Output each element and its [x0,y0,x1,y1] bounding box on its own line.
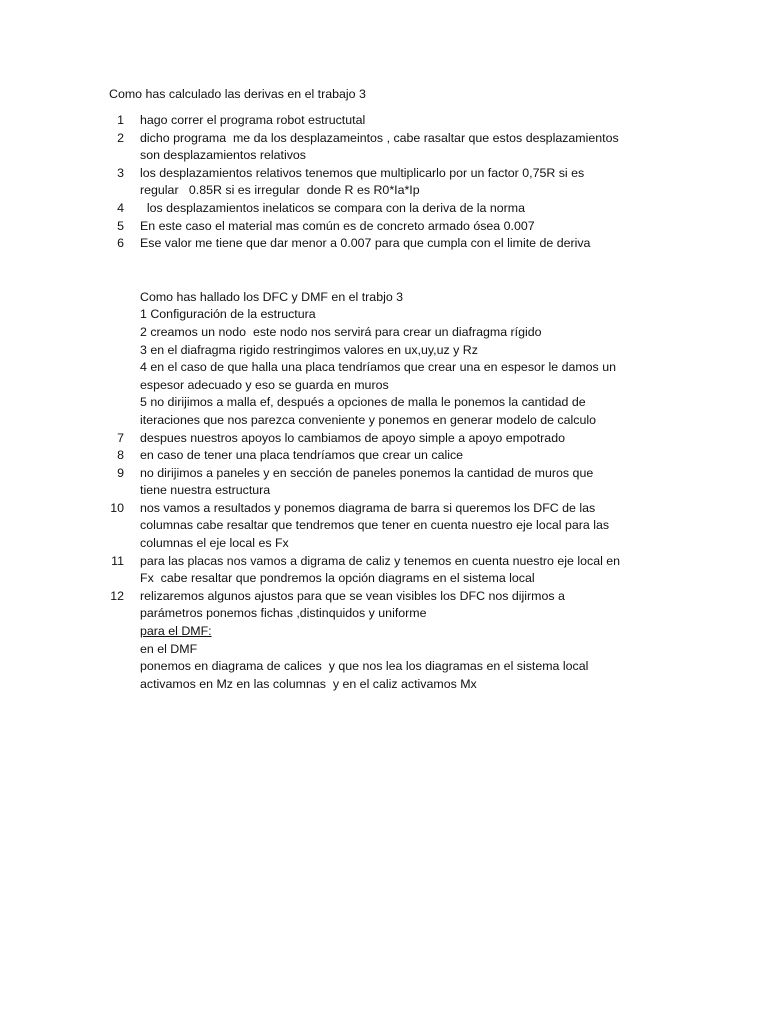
dmf-lines [0,641,768,694]
item-number [0,377,140,395]
list-item-line [0,289,768,307]
item-number [0,570,140,588]
item-text: 1 Configuración de la estructura [140,307,316,322]
item-number [0,306,140,324]
derivas-steps-list [0,112,768,253]
item-number [0,605,140,623]
item-text: Ese valor me tiene que dar menor a 0.007 para que cumpla con el limite de deriva [140,236,591,251]
item-number [0,182,140,200]
item-number [0,412,140,430]
item-text: espesor adecuado y eso se guarda en muros [140,377,389,392]
item-number: 1 [117,113,124,127]
item-text: los desplazamientos relativos tenemos que multiplicarlo por un factor 0,75R si es [140,165,585,180]
dmf-line [0,676,768,694]
item-text: son desplazamientos relativos [140,148,306,163]
item-number [0,289,140,307]
dmf-line [0,641,768,659]
list-item-line [0,165,768,183]
item-number: 11 [111,553,124,568]
dmf-heading: para el DMF: [140,624,212,639]
item-number: 9 [117,465,124,480]
item-text: columnas cabe resaltar que tendremos que tener en cuenta nuestro eje local para las [140,518,610,533]
item-text: tiene nuestra estructura [140,483,271,498]
list-item-line [0,394,768,412]
item-text: parámetros ponemos fichas ,distinquidos y uniforme [140,606,427,621]
item-number [0,535,140,553]
list-item-line [0,465,768,483]
item-number: 5 [117,218,124,233]
item-number: 6 [117,236,124,251]
list-item-line [0,377,768,395]
item-number [0,517,140,535]
item-text: hago correr el programa robot estructutal [140,113,366,127]
item-text: 2 creamos un nodo este nodo nos servirá para crear un diafragma rígido [140,324,542,339]
item-text: 5 no dirijimos a malla ef, después a opciones de malla le ponemos la cantidad de [140,395,586,410]
item-number: 2 [117,130,124,145]
item-text: iteraciones que nos parezca conveniente y ponemos en generar modelo de calculo [140,412,596,427]
list-item-line [0,130,768,148]
item-number: 3 [117,165,124,180]
item-text: los desplazamientos inelaticos se compara con la deriva de la norma [140,200,526,215]
item-number: 8 [117,448,124,463]
list-item-line [0,430,768,448]
list-item-line [0,235,768,253]
item-number [0,147,140,165]
list-item-line [0,306,768,324]
item-text: relizaremos algunos ajustos para que se vean visibles los DFC nos dijirmos a [140,588,565,603]
item-text: Como has hallado los DFC y DMF en el trabjo 3 [140,289,404,304]
list-item-line [0,182,768,200]
list-item-line [0,112,768,130]
item-number [0,394,140,412]
item-number [0,324,140,342]
item-text: en caso de tener una placa tendríamos que crear un calice [140,448,464,463]
item-text: En este caso el material mas común es de concreto armado ósea 0.007 [140,218,535,233]
item-number: 10 [110,500,124,515]
list-item-line [0,200,768,218]
item-text: Fx cabe resaltar que pondremos la opción diagrams en el sistema local [140,571,535,586]
item-number [0,342,140,360]
list-item-line [0,570,768,588]
item-text: para las placas nos vamos a digrama de caliz y tenemos en cuenta nuestro eje local en [140,553,621,568]
item-text: 3 en el diafragma rigido restringimos valores en ux,uy,uz y Rz [140,342,478,357]
dmf-line-text: ponemos en diagrama de calices y que nos lea los diagramas en el sistema local [140,659,589,674]
dmf-heading-row [0,623,768,641]
list-item-line [0,517,768,535]
list-item-line [0,553,768,571]
dfc-dmf-steps-list [0,289,768,623]
list-item-line [0,342,768,360]
item-text: despues nuestros apoyos lo cambiamos de apoyo simple a apoyo empotrado [140,430,565,445]
item-text: 4 en el caso de que halla una placa tendríamos que crear una en espesor le damos un [140,360,616,375]
list-item-line [0,605,768,623]
item-number [0,359,140,377]
document-title: Como has calculado las derivas en el trabajo 3 [109,87,366,101]
item-number: 12 [110,588,124,603]
list-item-line [0,147,768,165]
dmf-line-text: en el DMF [140,641,198,656]
item-number: 7 [117,430,124,445]
list-item-line [0,218,768,236]
list-item-line [0,588,768,606]
list-item-line [0,412,768,430]
item-number [0,482,140,500]
item-text: no dirijimos a paneles y en sección de paneles ponemos la cantidad de muros que [140,465,594,480]
list-item-line [0,535,768,553]
list-item-line [0,482,768,500]
item-number: 4 [117,200,124,215]
list-item-line [0,359,768,377]
document-body [0,112,768,693]
item-text: regular 0.85R si es irregular donde R es R0*Ia*Ip [140,183,420,198]
section-spacer [0,253,768,289]
item-text: columnas el eje local es Fx [140,536,289,551]
list-item-line [0,447,768,465]
list-item-line [0,500,768,518]
item-text: dicho programa me da los desplazameintos , cabe rasaltar que estos desplazamientos [140,130,619,145]
list-item-line [0,324,768,342]
item-text: nos vamos a resultados y ponemos diagrama de barra si queremos los DFC de las [140,500,596,515]
dmf-line-text: activamos en Mz en las columnas y en el caliz activamos Mx [140,676,477,691]
dmf-line [0,658,768,676]
